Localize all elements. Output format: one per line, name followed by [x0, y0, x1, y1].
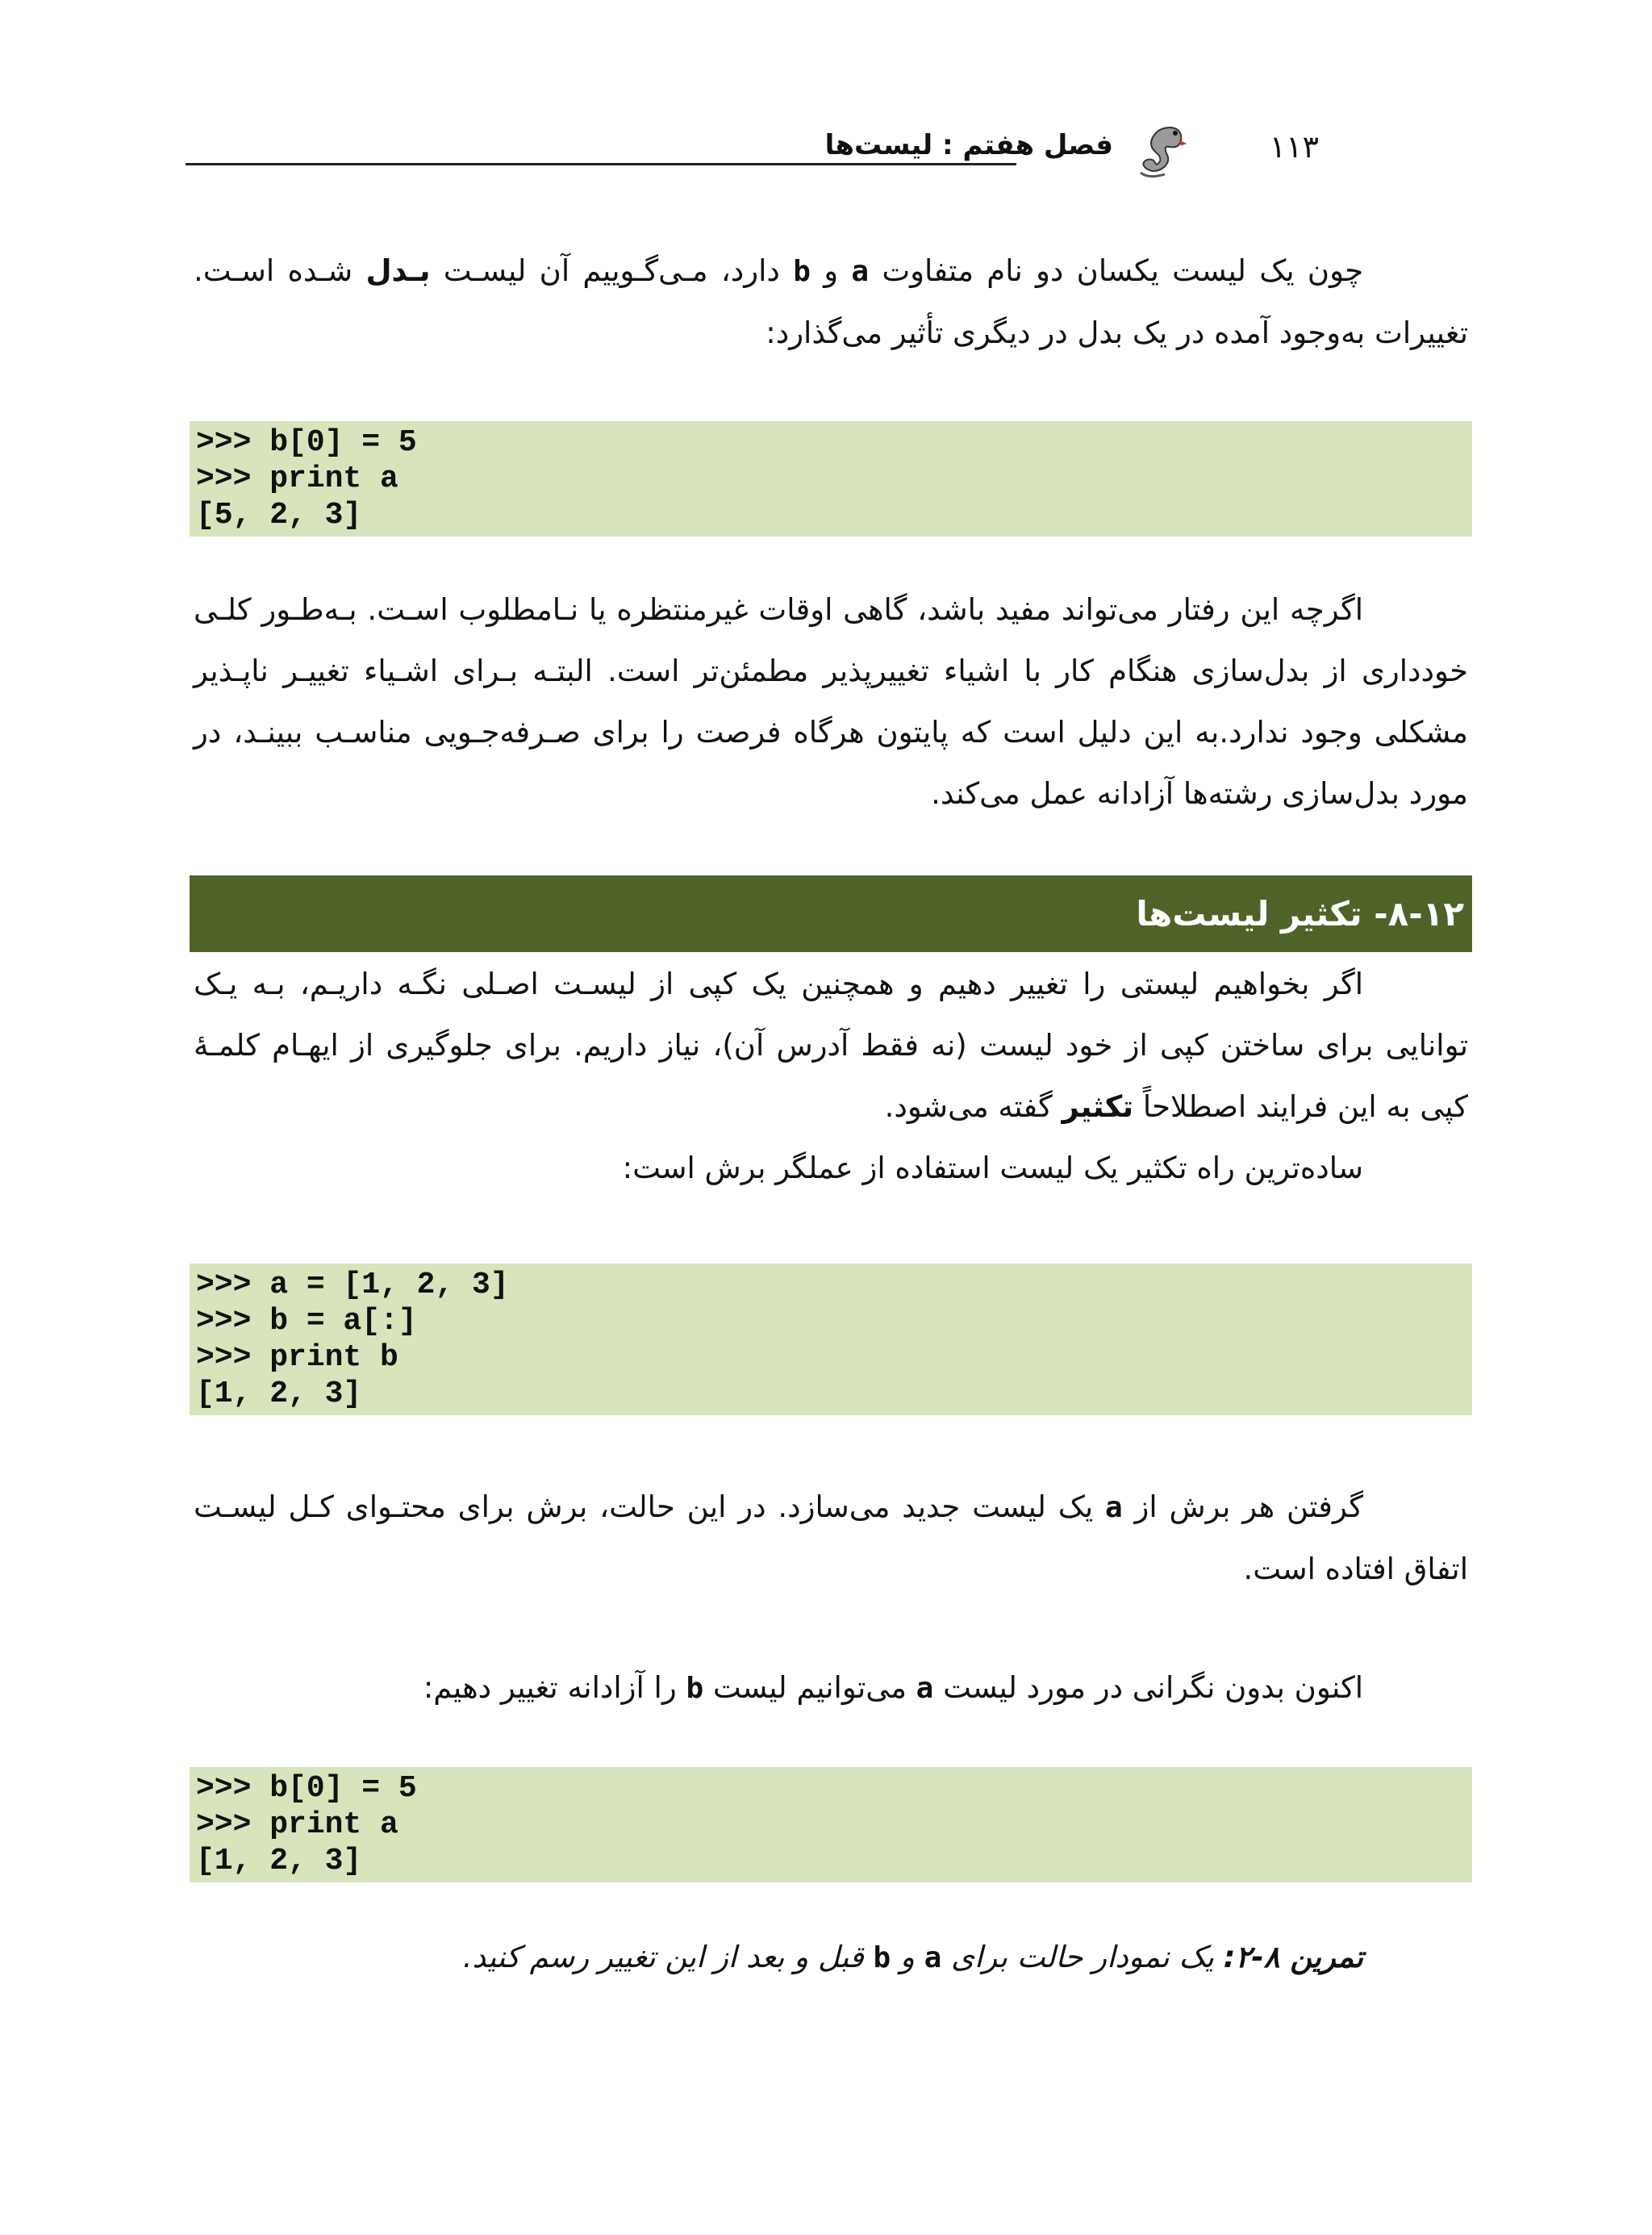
header-rule	[186, 163, 1016, 165]
paragraph-line: اگر بخواهیم لیستی را تغییر دهیم و همچنین یک کپی از لیسـت اصـلی نگـه داریـم، بـه یـک	[194, 967, 1363, 1001]
var-b: b	[686, 1672, 704, 1705]
text-run: یک نمودار حالت برای	[951, 1940, 1214, 1974]
paragraph-slice	[194, 1477, 1468, 1600]
var-a: a	[1104, 1491, 1123, 1524]
paragraph-line	[194, 1076, 1468, 1138]
paragraph-modify	[194, 1657, 1468, 1719]
page-header	[186, 129, 1468, 186]
paragraph-line	[194, 1477, 1468, 1539]
text-run: و	[824, 253, 839, 288]
code-block-3	[190, 1767, 1472, 1882]
code-line: >>> b[0] = 5	[196, 425, 417, 460]
paragraph-line: مورد بدل‌سازی رشته‌ها آزادانه عمل می‌کند.	[931, 776, 1468, 811]
section-number: ۸-۱۲-	[1374, 894, 1464, 934]
paragraph-line: اتفاق افتاده است.	[1243, 1552, 1468, 1586]
var-b: b	[793, 255, 811, 288]
paragraph-line	[194, 1657, 1468, 1719]
paragraph-line	[194, 240, 1468, 303]
text-run: کپی به این فرایند اصطلاحاً	[1142, 1089, 1468, 1124]
paragraph-line: ساده‌ترین راه تکثیر یک لیست استفاده از عملگر برش است:	[622, 1151, 1363, 1185]
paragraph-aliasing	[194, 240, 1468, 364]
paragraph-line: توانایی برای ساختن کپی از خود لیست (نه فقط آدرس آن)، نیاز داریم. برای جلوگیری از ایهـام کلمـهٔ	[194, 1028, 1468, 1063]
bold-term: بـدل	[365, 253, 431, 288]
code-line: >>> print a	[196, 1807, 398, 1842]
code-line: >>> b = a[:]	[196, 1304, 417, 1339]
code-line: [1, 2, 3]	[196, 1844, 362, 1878]
code-line: >>> b[0] = 5	[196, 1771, 417, 1806]
code-line: >>> print a	[196, 462, 398, 496]
exercise-line	[194, 1927, 1468, 1989]
page-number: ۱۱۳	[1269, 129, 1319, 165]
paragraph-line: خودداری از بدل‌سازی هنگام کار با اشیاء تغییرپذیر مطمئن‌تر است. البتـه بـرای اشـیاء تغییـر ناپـذیر	[194, 654, 1468, 688]
text-run: را آزادانه تغییر دهیم:	[423, 1670, 677, 1705]
paragraph-cloning	[194, 954, 1468, 1199]
text-run: و	[899, 1940, 915, 1974]
var-a: a	[851, 255, 870, 288]
var-a: a	[924, 1941, 942, 1974]
code-line: >>> a = [1, 2, 3]	[196, 1268, 509, 1302]
section-title: تکثیر لیست‌ها	[1136, 894, 1362, 934]
code-block-2	[190, 1264, 1472, 1415]
var-b: b	[873, 1941, 891, 1974]
paragraph-line: مشکلی وجود ندارد.به این دلیل است که پایتون هرگاه فرصت را برای صـرفه‌جـویی مناسـب ببینـد، در	[194, 715, 1468, 750]
exercise	[194, 1927, 1468, 1989]
text-run: دارد، مـی‌گـوییم آن لیسـت	[443, 253, 780, 288]
text-run: چون یک لیست یکسان دو نام متفاوت	[882, 253, 1364, 288]
paragraph-line: تغییرات به‌وجود آمده در یک بدل در دیگری تأثیر می‌گذارد:	[766, 315, 1468, 350]
code-block-1	[190, 421, 1472, 537]
code-line: [1, 2, 3]	[196, 1377, 362, 1411]
code-line: >>> print b	[196, 1340, 398, 1375]
chapter-title: فصل هفتم : لیست‌ها	[824, 129, 1113, 161]
text-run: شـده اسـت.	[194, 253, 353, 288]
paragraph-aliasing-note	[194, 579, 1468, 825]
paragraph-line: اگرچه این رفتار می‌تواند مفید باشد، گاهی اوقات غیرمنتظره یا نـامطلوب اسـت. بـه‌طـور کلـی	[194, 592, 1363, 627]
text-run: می‌توانیم لیست	[712, 1670, 907, 1705]
var-a: a	[916, 1672, 934, 1705]
text-run: گرفتن هر برش از	[1134, 1489, 1364, 1524]
text-run: قبل و بعد از این تغییر رسم کنید.	[462, 1940, 864, 1974]
section-heading	[190, 875, 1472, 952]
text-run: گفته می‌شود.	[884, 1089, 1053, 1124]
text-run: اکنون بدون نگرانی در مورد لیست	[943, 1670, 1363, 1705]
text-run: یک لیست جدید می‌سازد. در این حالت، برش برای محتـوای کـل لیسـت	[194, 1489, 1094, 1524]
exercise-label: تمرین ۸-۲:	[1223, 1940, 1363, 1974]
bold-term: تکثیر	[1062, 1089, 1134, 1124]
code-line: [5, 2, 3]	[196, 498, 362, 533]
snake-logo-icon	[1129, 119, 1194, 184]
